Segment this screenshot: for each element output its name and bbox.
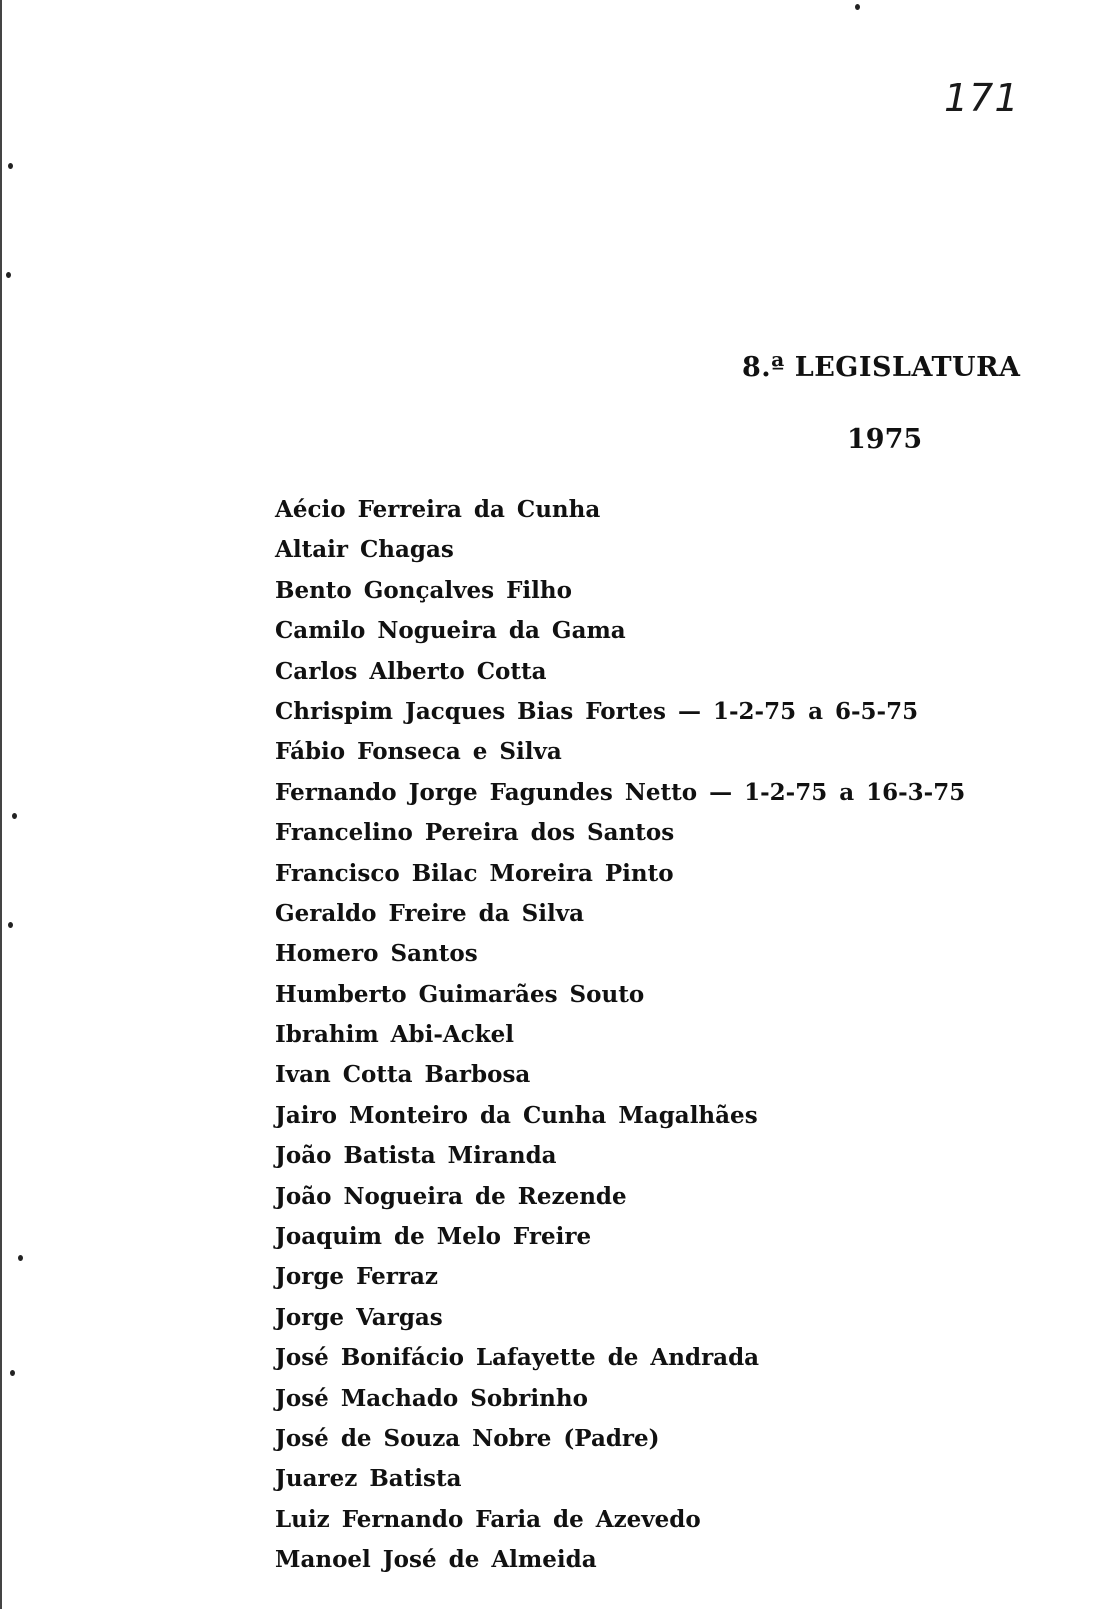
scan-speck xyxy=(18,1255,23,1261)
legislature-heading: 8.ª LEGISLATURA xyxy=(742,352,1021,383)
member-name: Francisco Bilac Moreira Pinto xyxy=(275,859,674,887)
member-name: José Machado Sobrinho xyxy=(275,1384,588,1412)
member-name: Bento Gonçalves Filho xyxy=(275,576,572,604)
scan-speck xyxy=(855,4,860,10)
scan-speck xyxy=(10,1370,15,1376)
scan-speck xyxy=(8,163,13,169)
member-name: Jorge Ferraz xyxy=(275,1263,438,1291)
member-name: João Nogueira de Rezende xyxy=(275,1182,627,1210)
member-name: Carlos Alberto Cotta xyxy=(275,657,547,685)
member-name: Aécio Ferreira da Cunha xyxy=(275,496,601,523)
scan-left-edge xyxy=(0,0,2,1609)
legislature-year: 1975 xyxy=(847,424,923,455)
member-name: Ivan Cotta Barbosa xyxy=(275,1061,531,1089)
member-name: Altair Chagas xyxy=(275,536,454,564)
member-list xyxy=(275,490,965,1581)
member-name: Fernando Jorge Fagundes Netto — 1-2-75 a 16-3-75 xyxy=(275,778,966,806)
member-name: João Batista Miranda xyxy=(275,1142,557,1170)
member-name: Jairo Monteiro da Cunha Magalhães xyxy=(275,1101,758,1129)
scan-speck xyxy=(8,922,13,928)
page-number: 171 xyxy=(944,76,1020,120)
scan-speck xyxy=(12,813,17,819)
member-name: Ibrahim Abi-Ackel xyxy=(275,1021,515,1049)
member-name: Geraldo Freire da Silva xyxy=(275,899,584,927)
member-name: Humberto Guimarães Souto xyxy=(275,980,645,1008)
member-name: Chrispim Jacques Bias Fortes — 1-2-75 a 6-5-75 xyxy=(275,697,919,725)
member-name: Luiz Fernando Faria de Azevedo xyxy=(275,1505,701,1533)
member-name: Camilo Nogueira da Gama xyxy=(275,617,626,645)
member-name: Juarez Batista xyxy=(275,1465,462,1493)
scan-speck xyxy=(6,272,11,278)
member-name: Manoel José de Almeida xyxy=(275,1546,597,1574)
member-name: José Bonifácio Lafayette de Andrada xyxy=(275,1344,760,1372)
member-name: Homero Santos xyxy=(275,940,478,968)
member-name: Francelino Pereira dos Santos xyxy=(275,819,675,847)
member-name: Joaquim de Melo Freire xyxy=(275,1223,592,1251)
member-name: Jorge Vargas xyxy=(275,1303,443,1331)
member-name: Fábio Fonseca e Silva xyxy=(275,738,562,766)
member-name: José de Souza Nobre (Padre) xyxy=(275,1424,660,1452)
